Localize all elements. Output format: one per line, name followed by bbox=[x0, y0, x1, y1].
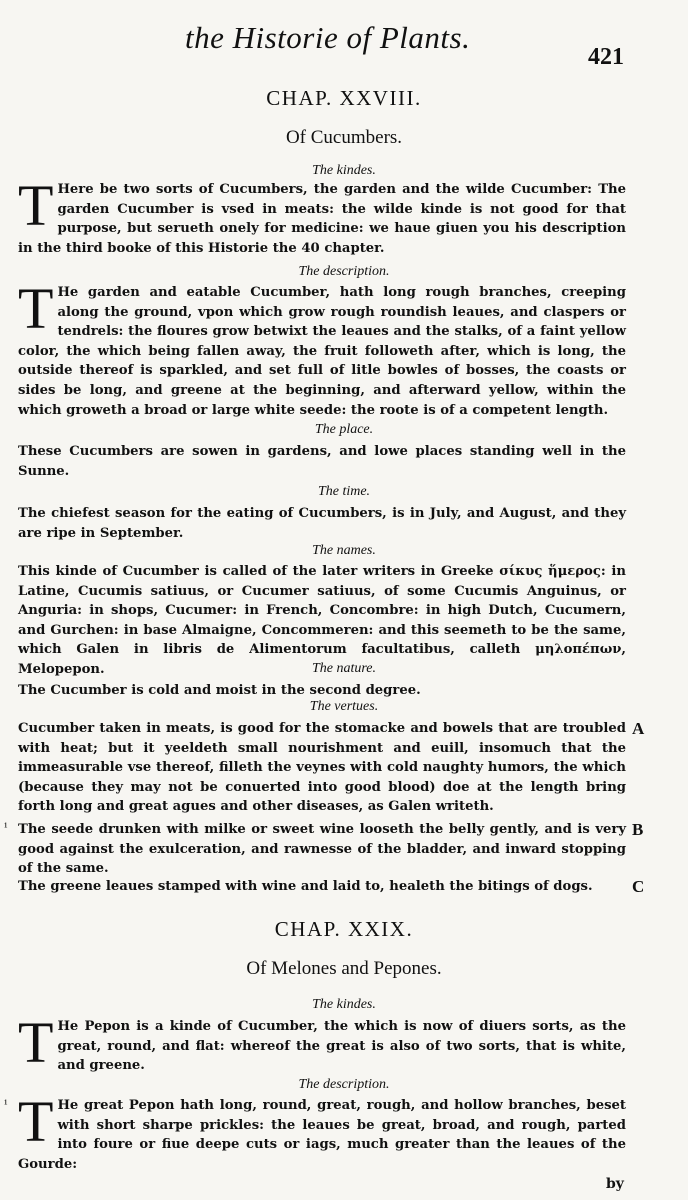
running-title: the Historie of Plants. bbox=[185, 20, 471, 55]
drop-cap: T bbox=[18, 1010, 54, 1075]
catchword: by bbox=[606, 1176, 624, 1192]
section-label-kindes: The kindes. bbox=[312, 997, 376, 1012]
paragraph-vertue-c: The greene leaues stamped with wine and laid to, healeth the bitings of dogs. bbox=[18, 879, 593, 894]
drop-cap: T bbox=[18, 276, 54, 341]
paragraph-text: He garden and eatable Cucumber, hath long rough branches, creeping along the ground, vpon which grow rough roundish leaues, and claspers or tendrels: the floures grow betwixt the leaues and the stalks, of a faint yellow color, the which being fallen away, the fruit followeth after, which is long, the outside thereof is sparkled, and set full of litle bowles of bosses, the coasts or sides be long, and greene at the beginning, and afterward yellow, within the which groweth a broad or large white seede: the roote is of a competent length. bbox=[18, 285, 626, 418]
paragraph-description bbox=[18, 276, 626, 420]
paragraph-description bbox=[18, 1089, 626, 1174]
section-label-place: The place. bbox=[314, 422, 374, 437]
section-label-vertues: The vertues. bbox=[309, 699, 379, 714]
chapter-title: Of Melones and Pepones. bbox=[246, 958, 442, 979]
section-label-nature: The nature. bbox=[311, 661, 377, 676]
paragraph-kindes bbox=[18, 1010, 626, 1076]
paragraph-vertue-b: The seede drunken with milke or sweet wine looseth the belly gently, and is very good against the exulceration, and rawnesse of the bladder, and inward stopping of the same. bbox=[18, 822, 626, 877]
paragraph-text: He Pepon is a kinde of Cucumber, the which is now of diuers sorts, as the great, round, and flat: whereof the great is also of two sorts, that is white, and greene. bbox=[57, 1019, 626, 1074]
margin-letter-a: A bbox=[632, 719, 645, 738]
paragraph-vertue-a: Cucumber taken in meats, is good for the stomacke and bowels that are troubled with heat; but it yeeldeth small nourishment and euill, insomuch that the immeasurable vse thereof, filleth the veynes with cold naughty humors, the which (because they may not be conuerted into good blood) doe at the length bring forth long and great agues and other diseases, as Galen writeth. bbox=[18, 721, 626, 815]
paragraph-marker: ¹ bbox=[4, 1097, 8, 1111]
paragraph-text: Here be two sorts of Cucumbers, the garden and the wilde Cucumber: The garden Cucumber is vsed in meats: the wilde kinde is not good for that purpose, but serueth onely for medicine: we haue giuen you his description in the third booke of this Historie the 40 chapter. bbox=[18, 182, 626, 256]
drop-cap: T bbox=[18, 1089, 54, 1154]
margin-letter-c: C bbox=[632, 877, 645, 896]
paragraph-marker: ¹ bbox=[4, 820, 8, 834]
section-label-description: The description. bbox=[298, 264, 390, 279]
section-label-time: The time. bbox=[317, 484, 371, 499]
paragraph-time: The chiefest season for the eating of Cucumbers, is in July, and August, and they are ripe in September. bbox=[18, 506, 626, 541]
chapter-heading: CHAP. XXVIII. bbox=[266, 86, 422, 110]
chapter-heading: CHAP. XXIX. bbox=[274, 917, 414, 941]
paragraph-nature: The Cucumber is cold and moist in the second degree. bbox=[18, 683, 421, 698]
section-label-names: The names. bbox=[312, 543, 376, 558]
paragraph-kindes bbox=[18, 173, 626, 258]
page-number: 421 bbox=[588, 44, 624, 70]
section-label-description: The description. bbox=[298, 1077, 390, 1092]
paragraph-names: This kinde of Cucumber is called of the later writers in Greeke σίκυς ἥμερος: in Latine, Cucumis satiuus, or Cucumer satiuus, of some Cucumis Anguinus, or Anguria: in shops, Cucumer: in French, Concombre: in high Dutch, Cucumern, and Gurchen: in base Almaigne, Concommeren: and this seemeth to be the same, which Galen in libris de Alimentorum facultatibus, calleth μηλοπέπων, Melopepon. bbox=[18, 564, 626, 677]
margin-letter-b: B bbox=[632, 820, 644, 839]
chapter-title: Of Cucumbers. bbox=[285, 127, 403, 148]
paragraph-place: These Cucumbers are sowen in gardens, and lowe places standing well in the Sunne. bbox=[18, 444, 626, 479]
paragraph-text: He great Pepon hath long, round, great, rough, and hollow branches, beset with short sharpe prickles: the leaues be great, broad, and rough, parted into foure or fiue deepe cuts or iags, much greater than the leaues of the Gourde: bbox=[18, 1098, 626, 1172]
section-label-kindes: The kindes. bbox=[312, 163, 376, 178]
drop-cap: T bbox=[18, 173, 54, 238]
